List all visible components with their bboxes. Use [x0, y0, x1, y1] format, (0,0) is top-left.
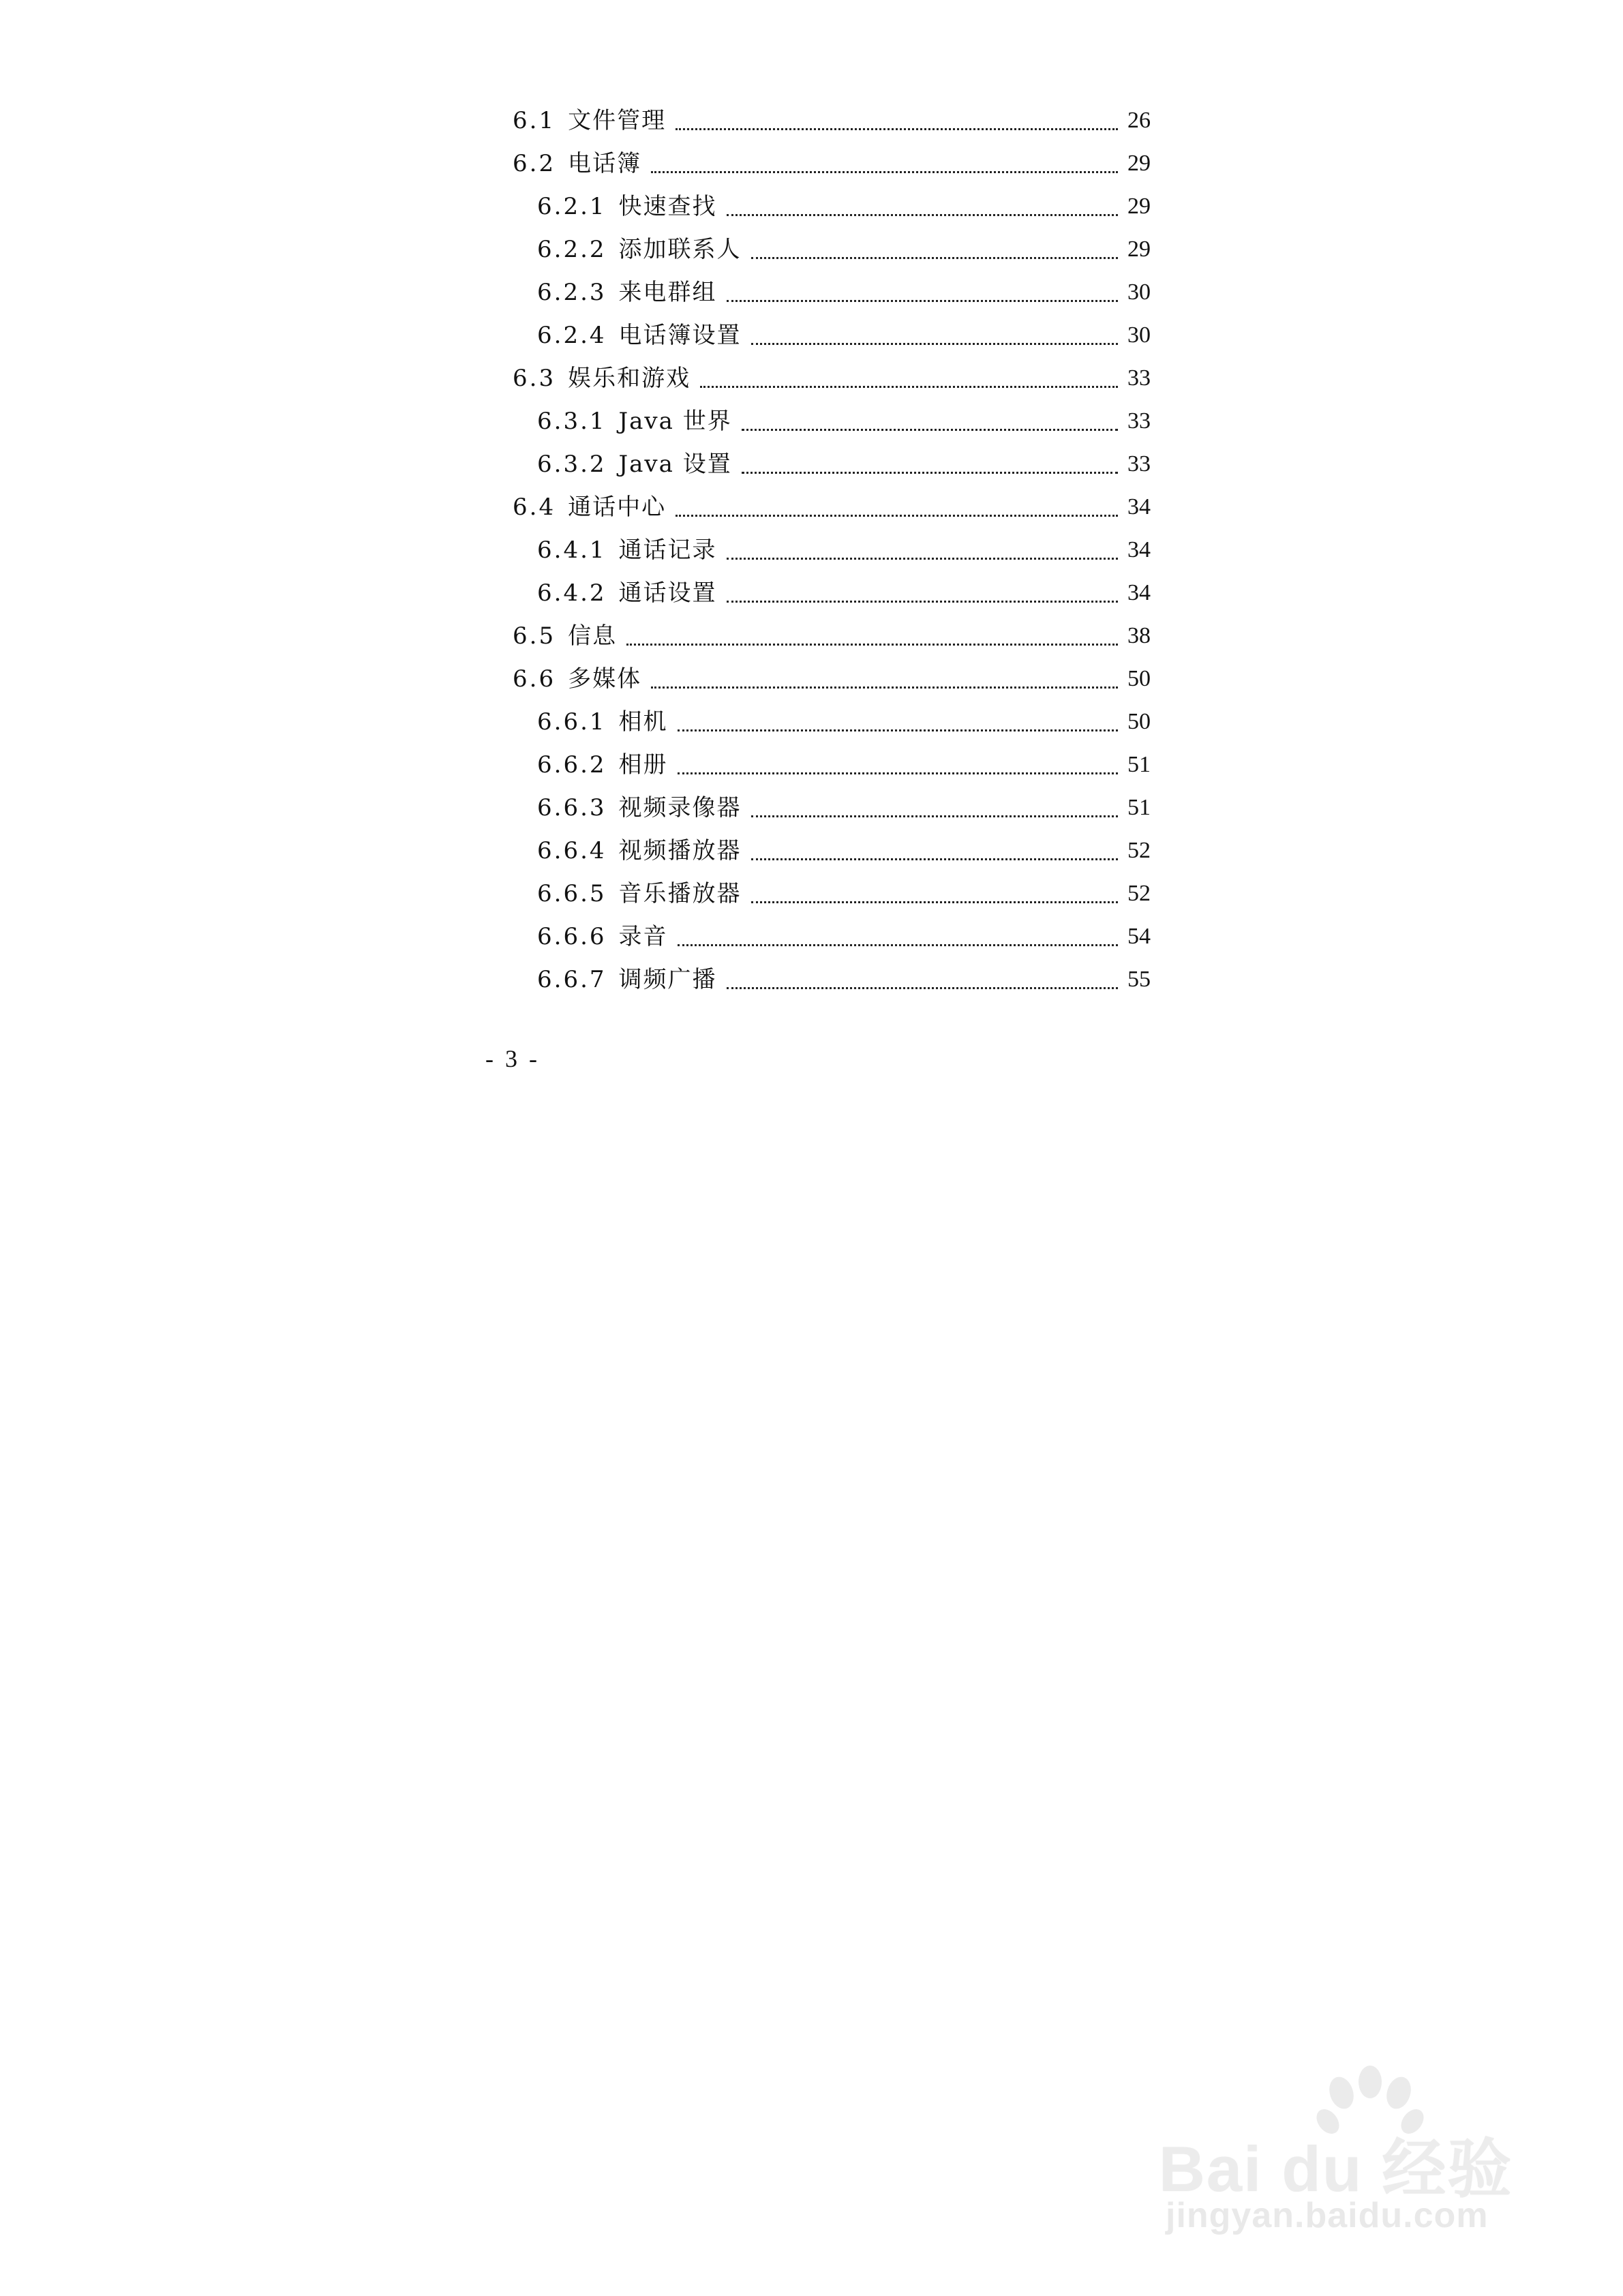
toc-entry-number: 6.2.2	[537, 235, 607, 263]
toc-entry-page: 29	[1127, 150, 1151, 176]
toc-dot-leader	[676, 105, 1118, 130]
toc-entry-number: 6.2.1	[537, 192, 607, 220]
toc-entry-title: 电话簿	[568, 149, 642, 177]
toc-dot-leader	[678, 749, 1118, 774]
toc-entry-title: 通话中心	[568, 493, 667, 521]
toc-entry-number: 6.4.1	[537, 536, 607, 564]
toc-dot-leader	[751, 792, 1118, 817]
toc-dot-leader	[751, 320, 1118, 345]
toc-entry-6-6-3[interactable]	[513, 786, 1151, 829]
toc-dot-leader	[751, 835, 1118, 860]
toc-dot-leader	[742, 449, 1118, 474]
toc-entry-6-2-1[interactable]	[513, 185, 1151, 228]
toc-entry-number: 6.6.2	[537, 751, 607, 779]
toc-entry-page: 34	[1127, 494, 1151, 519]
toc-entry-number: 6.6.6	[537, 922, 607, 950]
toc-entry-title: 通话设置	[618, 579, 717, 607]
watermark-url: jingyan.baidu.com	[1166, 2196, 1489, 2235]
toc-entry-number: 6.6.4	[537, 836, 607, 864]
toc-entry-number: 6.6.1	[537, 708, 607, 736]
toc-entry-number: 6.4	[513, 493, 556, 521]
toc-entry-page: 50	[1127, 708, 1151, 734]
toc-entry-6-3-2[interactable]	[513, 442, 1151, 485]
toc-entry-number: 6.5	[513, 622, 556, 650]
toc-entry-6-6-1[interactable]	[513, 700, 1151, 743]
toc-entry-6-6[interactable]	[513, 657, 1151, 700]
toc-entry-number: 6.2.4	[537, 321, 607, 349]
baidu-jingyan-watermark	[1159, 2066, 1541, 2236]
toc-dot-leader	[626, 620, 1118, 646]
toc-entry-number: 6.6.5	[537, 879, 607, 907]
baidu-logo-text: Bai du 经验	[1159, 2133, 1513, 2205]
toc-entry-page: 38	[1127, 622, 1151, 648]
toc-entry-6-6-5[interactable]	[513, 872, 1151, 915]
toc-entry-page: 51	[1127, 794, 1151, 820]
toc-entry-number: 6.4.2	[537, 579, 607, 607]
toc-entry-page: 30	[1127, 279, 1151, 305]
toc-entry-title: 多媒体	[568, 665, 642, 693]
page-number: - 3 -	[485, 1045, 540, 1072]
toc-entry-6-3-1[interactable]	[513, 399, 1151, 442]
toc-dot-leader	[727, 277, 1118, 302]
toc-entry-page: 52	[1127, 837, 1151, 863]
toc-entry-number: 6.2	[513, 149, 556, 177]
toc-entry-6-3[interactable]	[513, 357, 1151, 399]
toc-dot-leader	[727, 534, 1118, 560]
toc-dot-leader	[742, 406, 1118, 431]
toc-entry-page: 34	[1127, 537, 1151, 562]
toc-entry-page: 55	[1127, 966, 1151, 992]
toc-entry-page: 30	[1127, 322, 1151, 348]
toc-entry-title: 音乐播放器	[618, 879, 742, 907]
toc-entry-6-4-2[interactable]	[513, 571, 1151, 614]
toc-entry-title: 娱乐和游戏	[568, 364, 691, 392]
toc-entry-page: 34	[1127, 579, 1151, 605]
toc-dot-leader	[727, 964, 1118, 989]
toc-entry-title: 视频播放器	[618, 836, 742, 864]
toc-entry-6-5[interactable]	[513, 614, 1151, 657]
toc-dot-leader	[651, 148, 1118, 173]
toc-dot-leader	[678, 706, 1118, 731]
toc-entry-6-4[interactable]	[513, 485, 1151, 528]
table-of-contents	[513, 99, 1151, 1001]
toc-entry-title: 添加联系人	[618, 235, 742, 263]
toc-dot-leader	[727, 191, 1118, 216]
toc-entry-number: 6.3.2	[537, 450, 607, 478]
toc-dot-leader	[751, 234, 1118, 259]
toc-entry-page: 54	[1127, 923, 1151, 949]
toc-entry-title: 通话记录	[618, 536, 717, 564]
toc-entry-title: Java 设置	[618, 450, 732, 478]
toc-dot-leader	[678, 921, 1118, 946]
toc-entry-6-2[interactable]	[513, 142, 1151, 185]
toc-entry-page: 51	[1127, 751, 1151, 777]
toc-entry-6-2-3[interactable]	[513, 271, 1151, 314]
toc-entry-page: 26	[1127, 107, 1151, 133]
toc-entry-6-1[interactable]	[513, 99, 1151, 142]
toc-entry-6-6-7[interactable]	[513, 958, 1151, 1001]
toc-dot-leader	[651, 663, 1118, 689]
toc-entry-title: 文件管理	[568, 106, 667, 134]
toc-entry-number: 6.6.7	[537, 965, 607, 993]
toc-entry-number: 6.2.3	[537, 278, 607, 306]
toc-entry-number: 6.3.1	[537, 407, 607, 435]
toc-entry-page: 50	[1127, 665, 1151, 691]
toc-entry-6-2-2[interactable]	[513, 228, 1151, 271]
toc-entry-page: 29	[1127, 193, 1151, 219]
toc-entry-title: 录音	[618, 922, 668, 950]
toc-entry-6-6-2[interactable]	[513, 743, 1151, 786]
toc-entry-number: 6.6.3	[537, 794, 607, 821]
toc-entry-6-6-6[interactable]	[513, 915, 1151, 958]
toc-entry-page: 33	[1127, 365, 1151, 391]
toc-entry-number: 6.1	[513, 106, 556, 134]
toc-entry-title: 相机	[618, 708, 668, 736]
toc-entry-page: 33	[1127, 408, 1151, 434]
toc-entry-page: 33	[1127, 451, 1151, 477]
toc-entry-number: 6.6	[513, 665, 556, 693]
toc-entry-page: 52	[1127, 880, 1151, 906]
toc-entry-title: 信息	[568, 622, 618, 650]
toc-dot-leader	[751, 878, 1118, 903]
toc-entry-6-6-4[interactable]	[513, 829, 1151, 872]
toc-entry-title: Java 世界	[618, 407, 732, 435]
toc-dot-leader	[727, 577, 1118, 603]
toc-entry-6-4-1[interactable]	[513, 528, 1151, 571]
toc-entry-6-2-4[interactable]	[513, 314, 1151, 357]
toc-entry-title: 调频广播	[618, 965, 717, 993]
toc-entry-number: 6.3	[513, 364, 556, 392]
toc-dot-leader	[676, 492, 1118, 517]
toc-entry-title: 来电群组	[618, 278, 717, 306]
toc-entry-page: 29	[1127, 236, 1151, 262]
toc-entry-title: 电话簿设置	[618, 321, 742, 349]
toc-entry-title: 快速查找	[618, 192, 717, 220]
toc-entry-title: 视频录像器	[618, 794, 742, 821]
toc-dot-leader	[700, 363, 1118, 388]
toc-entry-title: 相册	[618, 751, 668, 779]
